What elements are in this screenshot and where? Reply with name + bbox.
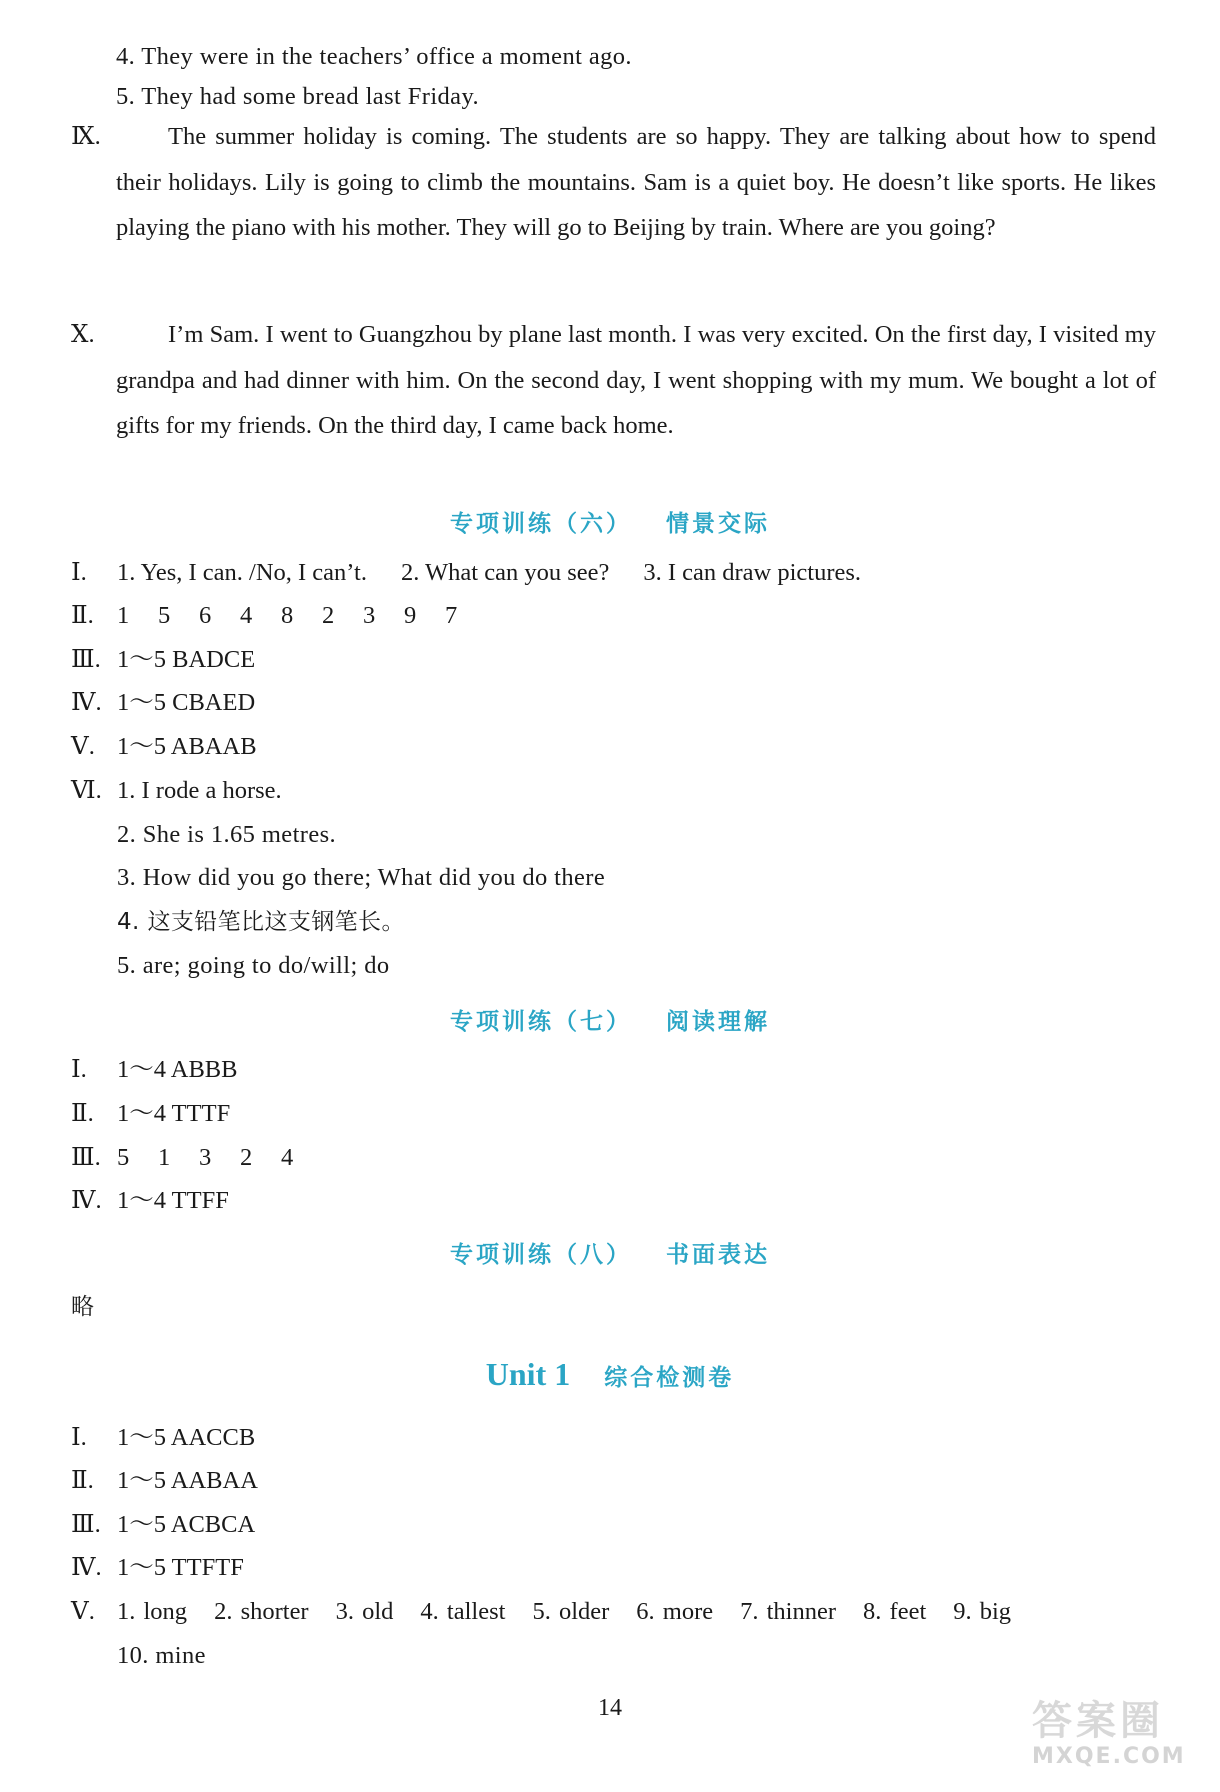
- training7-row-2: [71, 1099, 230, 1129]
- seq-item: 3: [363, 602, 376, 629]
- section-ix-paragraph: [116, 114, 1156, 251]
- seq-item: 4: [240, 602, 253, 629]
- training7-heading: [0, 1007, 1220, 1037]
- answer-item: 6. more: [636, 1598, 714, 1625]
- training7-row-1: [71, 1055, 238, 1085]
- answer-text: 1～5 AABAA: [117, 1467, 258, 1494]
- training6-answer-item-2: 2. She is 1.65 metres.: [117, 821, 337, 848]
- training6-row-4: [71, 688, 255, 718]
- answer-item: 7. thinner: [740, 1598, 837, 1625]
- seq-item: 7: [445, 602, 458, 629]
- training7-row-3: [71, 1143, 322, 1173]
- section-x-text: I’m Sam. I went to Guangzhou by plane last month. I was very excited. On the first day, I visited my grandpa and had dinner with him. On the second day, I went shopping with my mum. We bought a lot of gifts for my friends. On the third day, I came back home.: [116, 321, 1156, 439]
- seq-item: 9: [404, 602, 417, 629]
- section-x-paragraph: [116, 312, 1156, 449]
- section-ix-text: The summer holiday is coming. The students are so happy. They are talking about how to spend their holidays. Lily is going to climb the mountains. Sam is a quiet boy. He doesn’t like sports. He likes playing the piano with his mother. They will go to Beijing by train. Where are you going?: [116, 123, 1156, 241]
- training6-heading: [0, 509, 1220, 539]
- watermark-top-text: 答案圈: [1032, 1698, 1164, 1744]
- answer-text: 1～5 AACCB: [117, 1424, 256, 1451]
- row-number: Ⅱ.: [71, 1100, 94, 1127]
- unit1-title-text: 综合检测卷: [604, 1365, 735, 1391]
- answer-line-4: 4. They were in the teachers’ office a moment ago.: [116, 43, 632, 70]
- row-number: Ⅳ.: [71, 689, 102, 716]
- answer-text: 1～4 ABBB: [117, 1056, 238, 1083]
- row-number: Ⅵ.: [71, 777, 102, 804]
- training6-row-2: [71, 601, 486, 631]
- section-x-number: Ⅹ.: [71, 321, 95, 348]
- answer-line-5: 5. They had some bread last Friday.: [116, 83, 480, 110]
- training6-answer-item-3: 3. How did you go there; What did you do there: [117, 864, 606, 891]
- row-number: Ⅳ.: [71, 1187, 102, 1214]
- training7-heading-left: 专项训练（七）: [450, 1009, 632, 1035]
- seq-item: 3: [199, 1144, 212, 1171]
- training6-row-5: [71, 732, 257, 762]
- training6-answer-item-4: 4. 这支铅笔比这支钢笔长。: [117, 909, 405, 935]
- seq-item: 6: [199, 602, 212, 629]
- row-number: Ⅰ.: [71, 559, 87, 586]
- answer-text: 1～5 TTFTF: [117, 1554, 244, 1581]
- unit1-row-3: [71, 1510, 255, 1540]
- seq-item: 2: [322, 602, 335, 629]
- unit1-row-1: [71, 1423, 255, 1453]
- row-number: Ⅱ.: [71, 1467, 94, 1494]
- seq-item: 5: [158, 602, 171, 629]
- row-number: Ⅴ.: [71, 1598, 95, 1625]
- answer-1: 1. Yes, I can. /No, I can’t.: [117, 559, 367, 586]
- row-number: Ⅲ.: [71, 1144, 101, 1171]
- page-number: 14: [598, 1695, 622, 1721]
- row-number: Ⅳ.: [71, 1554, 102, 1581]
- watermark-logo: [1032, 1698, 1202, 1778]
- answer-2: 2. What can you see?: [400, 559, 610, 586]
- row-number: Ⅰ.: [71, 1424, 87, 1451]
- answer-item: 9. big: [953, 1598, 1012, 1625]
- training6-row-1: [71, 558, 861, 588]
- answer-item: 2. shorter: [214, 1598, 309, 1625]
- answer-item: 4. tallest: [420, 1598, 506, 1625]
- training8-heading: [0, 1240, 1220, 1270]
- seq-item: 2: [240, 1144, 253, 1171]
- training6-answer-item-5: 5. are; going to do/will; do: [117, 952, 390, 979]
- watermark-bottom-text: MXQE.COM: [1032, 1744, 1186, 1769]
- row-number: Ⅲ.: [71, 1511, 101, 1538]
- unit1-row-5: [71, 1597, 1011, 1627]
- row-number: Ⅰ.: [71, 1056, 87, 1083]
- training7-row-4: [71, 1186, 229, 1216]
- training7-heading-right: 阅读理解: [666, 1009, 770, 1035]
- seq-item: 1: [117, 602, 130, 629]
- training6-row-3: [71, 645, 255, 675]
- row-number: Ⅴ.: [71, 733, 95, 760]
- unit1-row-4: [71, 1553, 244, 1583]
- answer-text: 1～4 TTTF: [117, 1100, 231, 1127]
- training8-answer: 略: [71, 1294, 95, 1320]
- seq-item: 8: [281, 602, 294, 629]
- answer-text: 1～5 ACBCA: [117, 1511, 256, 1538]
- unit1-title-unit: Unit 1: [485, 1356, 571, 1392]
- unit1-row-2: [71, 1466, 258, 1496]
- training8-heading-left: 专项训练（八）: [450, 1242, 632, 1268]
- answer-item: 8. feet: [863, 1598, 927, 1625]
- unit1-title: [0, 1354, 1220, 1401]
- answer-item: 3. old: [335, 1598, 394, 1625]
- answer-item-1: 1. I rode a horse.: [117, 777, 282, 804]
- answer-text: 1～5 BADCE: [117, 646, 256, 673]
- answer-text: 1～5 CBAED: [117, 689, 256, 716]
- unit1-row-5-continuation: 10. mine: [117, 1642, 206, 1669]
- row-number: Ⅱ.: [71, 602, 94, 629]
- training6-heading-left: 专项训练（六）: [450, 511, 632, 537]
- row-number: Ⅲ.: [71, 646, 101, 673]
- answer-text: 1～5 ABAAB: [117, 733, 257, 760]
- seq-item: 1: [158, 1144, 171, 1171]
- training6-row-6: [71, 776, 282, 806]
- training6-heading-right: 情景交际: [666, 511, 770, 537]
- training8-heading-right: 书面表达: [666, 1242, 770, 1268]
- answer-text: 1～4 TTFF: [117, 1187, 229, 1214]
- seq-item: 5: [117, 1144, 130, 1171]
- section-ix-number: Ⅸ.: [71, 123, 101, 150]
- answer-3: 3. I can draw pictures.: [643, 559, 862, 586]
- answer-item: 1. long: [117, 1598, 188, 1625]
- seq-item: 4: [281, 1144, 294, 1171]
- answer-item: 5. older: [532, 1598, 610, 1625]
